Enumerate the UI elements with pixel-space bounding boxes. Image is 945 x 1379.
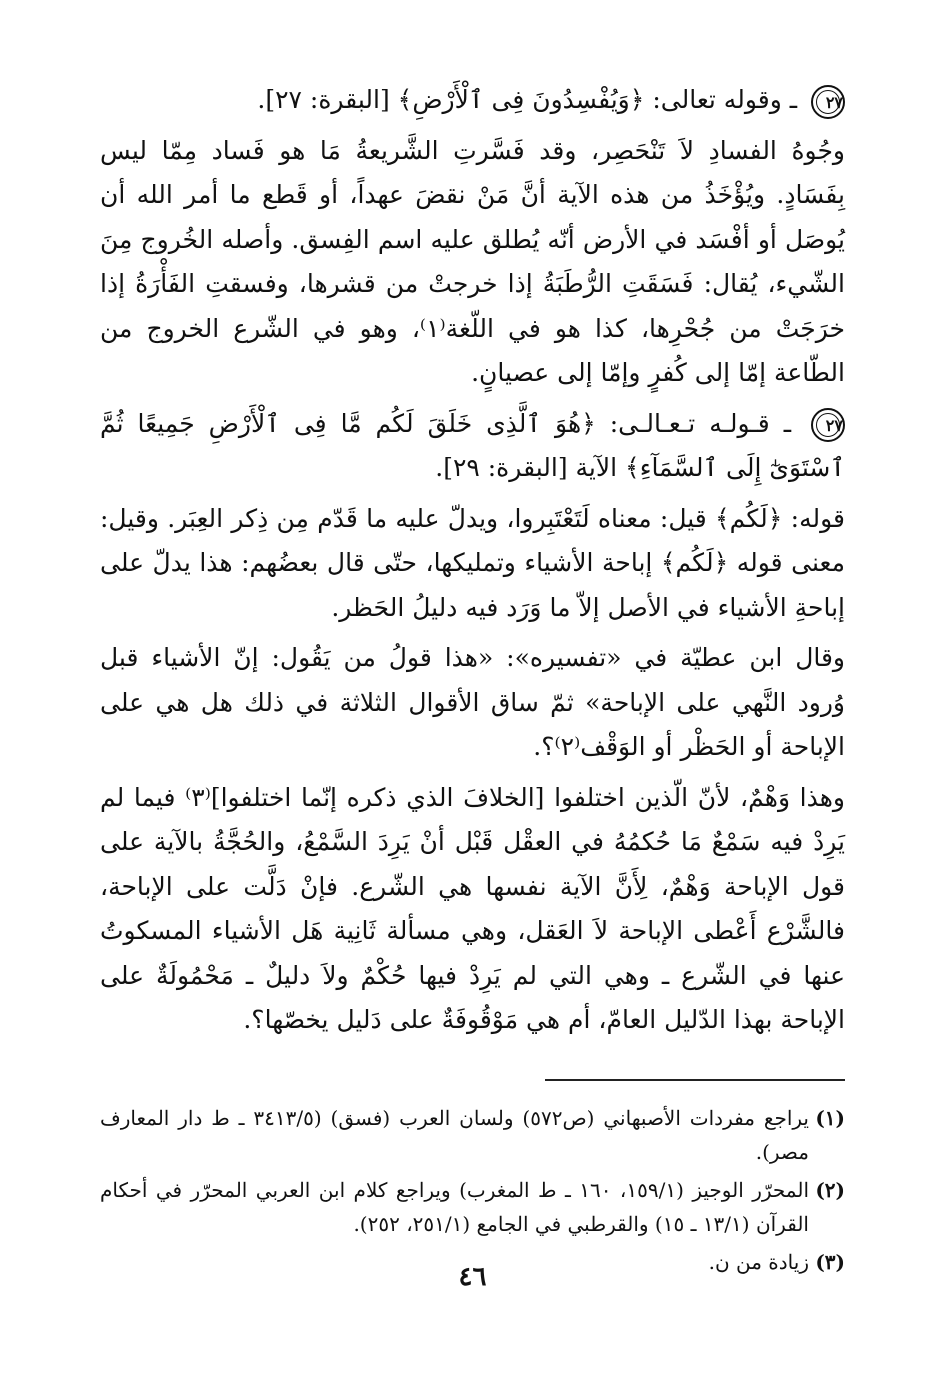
footnote-text: يراجع مفردات الأصبهاني (ص٥٧٢) ولسان العرب (فسق) (٣٤١٣/٥ ـ ط دار المعارف مصر). [100, 1105, 809, 1164]
verse-commentary-text-2: ـ قـولـه تـعـالـى: ﴿هُوَ ٱلَّذِى خَلَقَ لَكُم مَّا فِى ٱلْأَرْضِ جَمِيعًا ثُمَّ ٱسْتَوَىٰٓ إِلَى ٱلسَّمَآءِ﴾ الآية [البقرة: ٢٩]. [100, 408, 845, 482]
footnote-1 [100, 1101, 845, 1169]
footnote-divider [545, 1079, 845, 1081]
footnote-number: (٢) [815, 1177, 845, 1202]
verse-commentary-heading-1 [100, 78, 845, 123]
footnote-text: زيادة من ن. [708, 1249, 809, 1274]
paragraph-wahm: وهذا وَهْمٌ، لأنّ الّذين اختلفوا [الخلافَ الذي ذكره إنّما اختلفوا]⁽٣⁾ فيما لم يَرِدْ فيه سَمْعٌ مَا حُكمُهُ في العقْل قَبْل أنْ يَرِدَ السَّمْعُ، والحُجَّةُ بالآية على قول الإباحة وَهْمٌ، لِأَنَّ الآية نفسها هي الشّرع. فإنْ دَلَّت على الإباحة، فالشَّرْع أَعْطى الإباحة لاَ العَقل، وهي مسألة ثَانِية هَل الأشياء المسكوتُ عنها في الشّرع ـ وهي التي لم يَرِدْ فيها حُكْمٌ ولاَ دليلٌ ـ مَحْمُولَةٌ على الإباحة بهذا الدّليل العامّ، أم هي مَوْقُوفَةٌ على دَليل يخصّها؟. [100, 782, 846, 1034]
verse-commentary-text-1: ـ وقوله تعالى: ﴿وَيُفْسِدُونَ فِى ٱلْأَرْضِ﴾ [البقرة: ٢٧]. [257, 85, 798, 114]
footnote-number: (١) [815, 1105, 845, 1130]
footnote-number: (٣) [815, 1249, 845, 1274]
verse-commentary-heading-2 [100, 402, 845, 491]
paragraph-ibn-atiyya: وقال ابن عطيّة في «تفسيره»: «هذا قولُ من يَقُول: إنّ الأشياء قبل وُرود النَّهي على الإباحة» ثمّ ساق الأقوال الثلاثة في ذلك هل هي على الإباحة أو الحَظْر أو الوَقْف⁽٢⁾؟. [100, 643, 845, 761]
verse-number-badge: ٢٧ [811, 85, 845, 119]
footnote-2 [100, 1173, 845, 1241]
page-content [100, 78, 845, 1283]
page-number: ٤٦ [458, 1262, 487, 1292]
paragraph-fasad: وجُوهُ الفسادِ لاَ تَنْحَصِر، وقد فَسَّرتِ الشَّريعةُ مَا هو فَساد مِمّا ليس بِفَسَادٍ. ويُؤْخَذُ من هذه الآية أنَّ مَنْ نقضَ عهداً، أو قَطع ما أمر الله أن يُوصَل أو أفْسَد في الأرض أنّه يُطلق عليه اسم الفِسق. وأصله الخُروج مِنَ الشّيء، يُقال: فَسَقَتِ الرُّطَبَةُ إذا خرجتْ من قشرها، وفسقتِ الفَأْرَةُ إذا خرَجَتْ من جُحْرِها، كذا هو في اللّغة⁽١⁾، وهو في الشّرع الخروج من الطّاعة إمّا إلى كُفرٍ وإمّا إلى عصيانٍ. [100, 135, 845, 387]
verse-number-badge: ٢٧ [811, 408, 845, 442]
footnote-text: المحرّر الوجيز (١٥٩/١، ١٦٠ ـ ط المغرب) ويراجع كلام ابن العربي المحرّر في أحكام القرآن (١٣/١ ـ ١٥) والقرطبي في الجامع (٢٥١/١، ٢٥٢). [100, 1177, 810, 1236]
paragraph-lakum: قوله: ﴿لَكُم﴾ قيل: معناه لَتَعْتَبِروا، ويدلّ عليه ما قَدّم مِن ذِكر العِبَر. وقيل: معنى قوله ﴿لَكُم﴾ إباحة الأشياء وتمليكها، حتّى قال بعضُهم: هذا يدلّ على إباحةِ الأشياء في الأصل إلاّ ما وَرَد فيه دليلُ الحَظر. [100, 503, 845, 622]
footnotes [100, 1101, 845, 1279]
